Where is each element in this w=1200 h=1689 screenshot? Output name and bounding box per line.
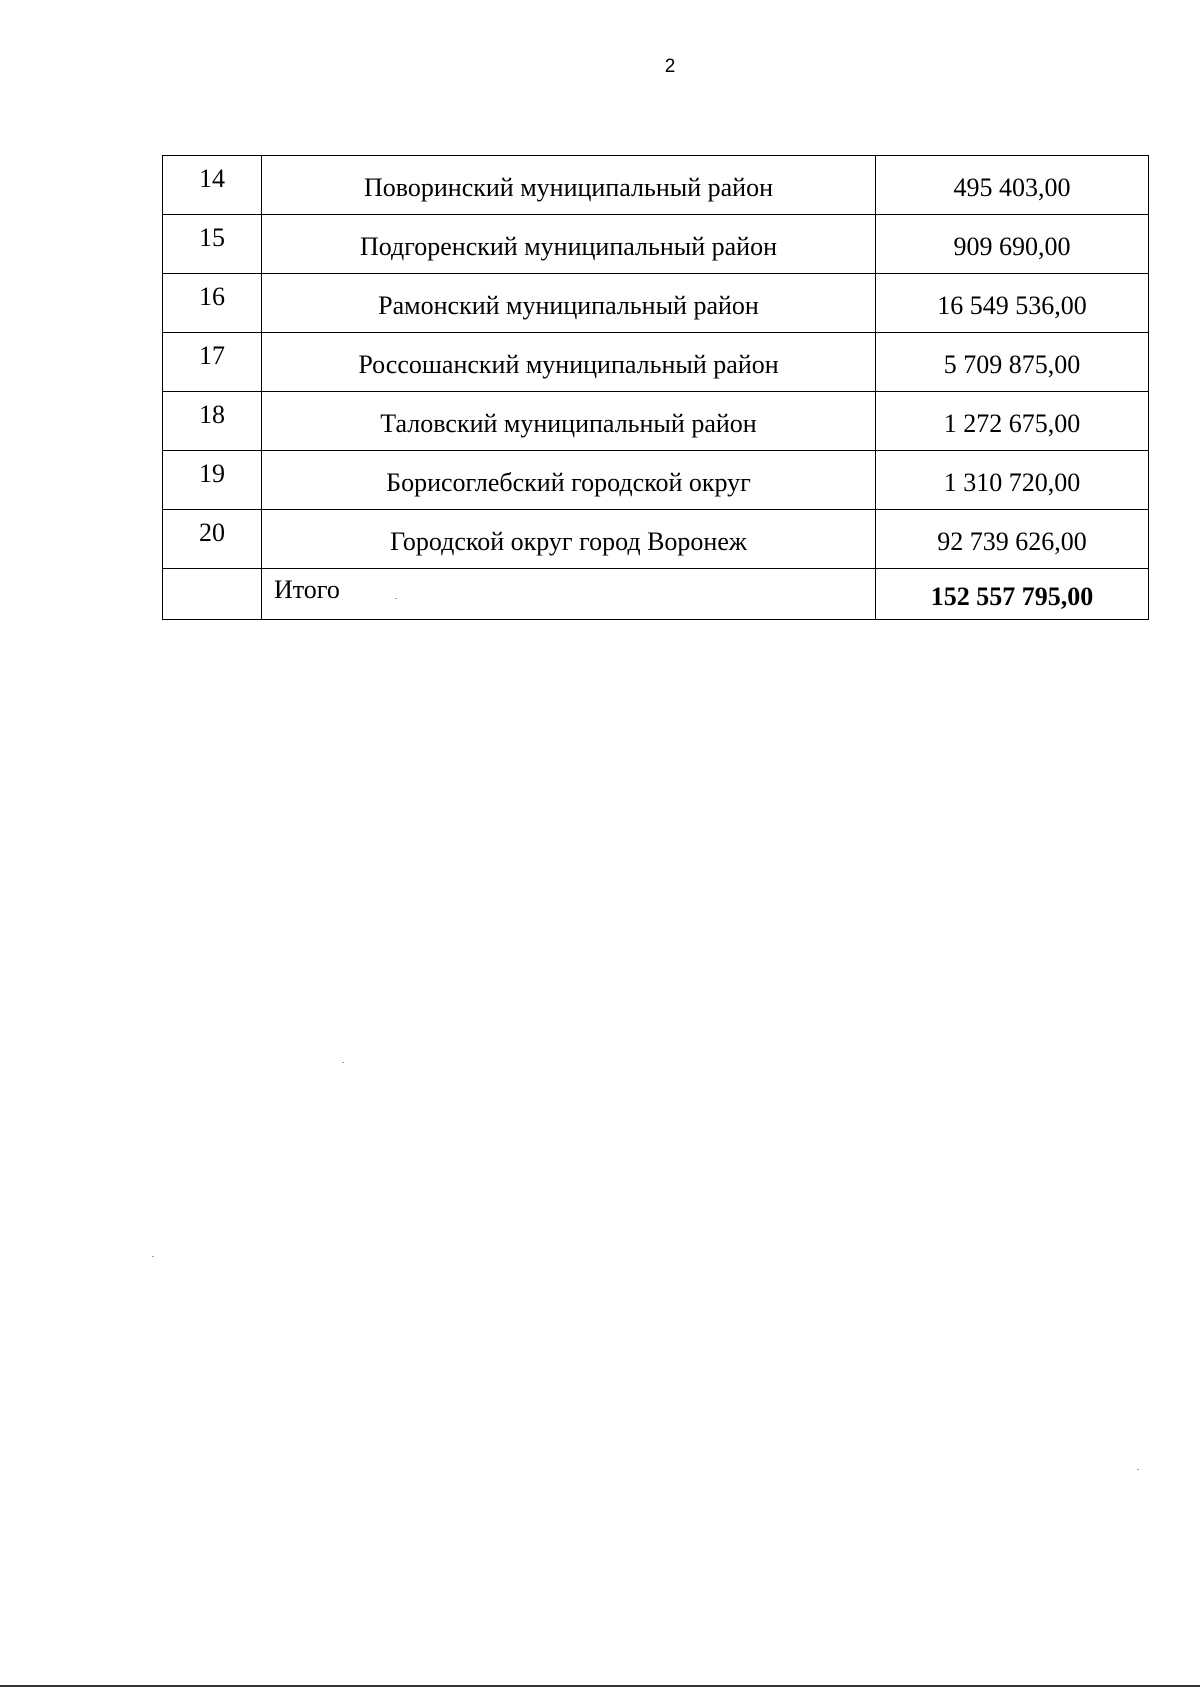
total-label: Итого (262, 569, 876, 620)
municipality-name: Подгоренский муниципальный район (262, 215, 876, 274)
table-row (163, 156, 1149, 215)
table-body (163, 156, 1149, 620)
municipality-name: Таловский муниципальный район (262, 392, 876, 451)
table-row (163, 510, 1149, 569)
row-number: 20 (163, 510, 262, 569)
amount-cell: 1 310 720,00 (876, 451, 1149, 510)
amount-cell: 92 739 626,00 (876, 510, 1149, 569)
row-number: 15 (163, 215, 262, 274)
row-number: 14 (163, 156, 262, 215)
total-number-cell (163, 569, 262, 620)
scan-speck (152, 1256, 154, 1257)
allocation-table-container (162, 155, 1148, 620)
total-row (163, 569, 1149, 620)
amount-cell: 909 690,00 (876, 215, 1149, 274)
row-number: 18 (163, 392, 262, 451)
allocation-table (162, 155, 1149, 620)
municipality-name: Рамонский муниципальный район (262, 274, 876, 333)
table-row (163, 333, 1149, 392)
scan-speck (395, 598, 397, 599)
amount-cell: 16 549 536,00 (876, 274, 1149, 333)
municipality-name: Поворинский муниципальный район (262, 156, 876, 215)
amount-cell: 1 272 675,00 (876, 392, 1149, 451)
amount-cell: 5 709 875,00 (876, 333, 1149, 392)
table-row (163, 215, 1149, 274)
amount-cell: 495 403,00 (876, 156, 1149, 215)
page-number: 2 (664, 56, 676, 77)
municipality-name: Россошанский муниципальный район (262, 333, 876, 392)
row-number: 16 (163, 274, 262, 333)
table-row (163, 451, 1149, 510)
page-bottom-edge-line (0, 1685, 1200, 1687)
total-amount: 152 557 795,00 (876, 569, 1149, 620)
row-number: 19 (163, 451, 262, 510)
row-number: 17 (163, 333, 262, 392)
table-row (163, 274, 1149, 333)
municipality-name: Борисоглебский городской округ (262, 451, 876, 510)
table-row (163, 392, 1149, 451)
scan-speck (1137, 1469, 1139, 1470)
scan-speck (342, 1062, 344, 1063)
municipality-name: Городской округ город Воронеж (262, 510, 876, 569)
